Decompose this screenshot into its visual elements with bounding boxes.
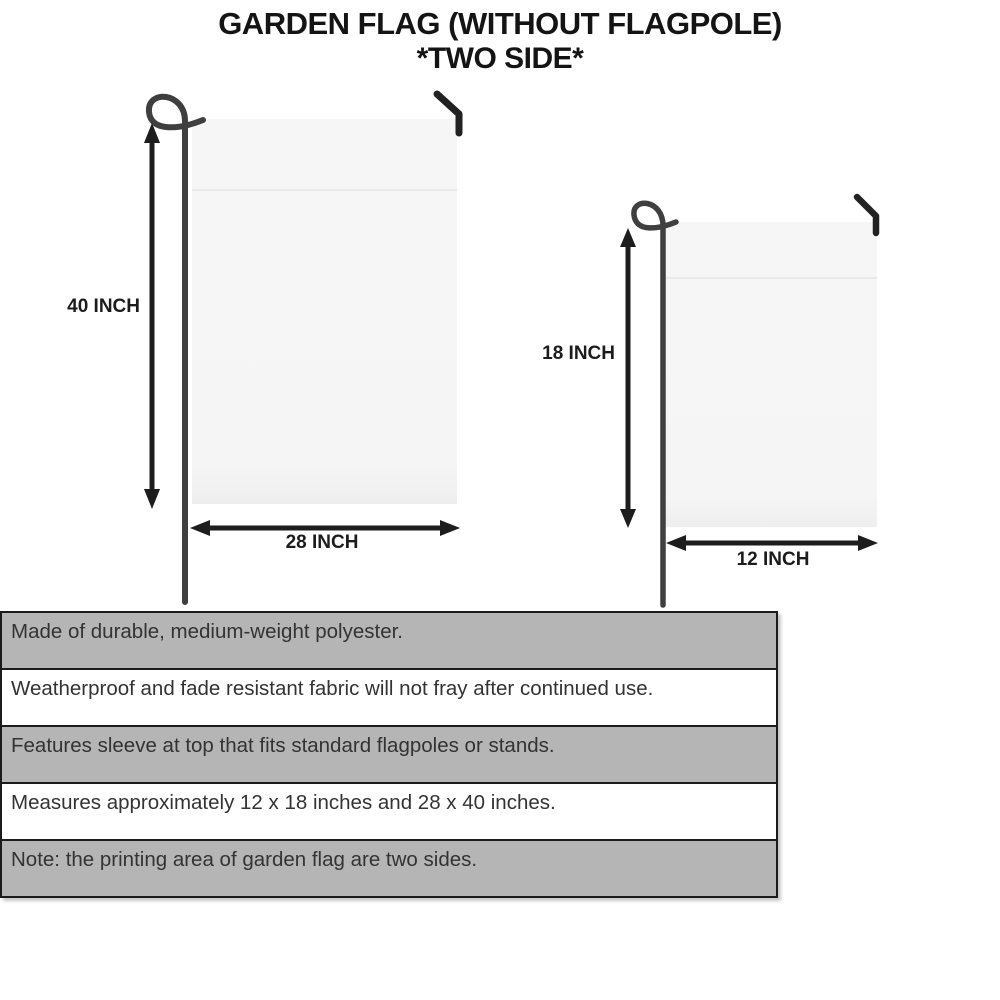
large-flag-width-label: 28 INCH <box>285 532 359 553</box>
feature-row-measures: Measures approximately 12 x 18 inches and 28 x 40 inches. <box>2 784 776 841</box>
small-flag-height-label: 18 INCH <box>542 343 615 364</box>
small-flag-fabric <box>665 222 877 527</box>
small-flag-width-label: 12 INCH <box>736 549 810 570</box>
features-panel <box>0 611 778 898</box>
large-flag-fabric <box>192 119 457 504</box>
feature-row-weatherproof: Weatherproof and fade resistant fabric will not fray after continued use. <box>2 670 776 727</box>
feature-row-note: Note: the printing area of garden flag are two sides. <box>2 841 776 896</box>
small-flag-height-arrow <box>620 228 636 528</box>
large-flag-height-arrow <box>144 123 160 509</box>
title-line-1: GARDEN FLAG (WITHOUT FLAGPOLE) <box>218 6 782 41</box>
title-line-2: *TWO SIDE* <box>416 41 584 75</box>
large-flag-height-label: 40 INCH <box>67 296 140 317</box>
feature-row-sleeve: Features sleeve at top that fits standard flagpoles or stands. <box>2 727 776 784</box>
feature-row-material: Made of durable, medium-weight polyester. <box>2 613 776 670</box>
small-flag-group <box>620 197 878 605</box>
large-flag-group <box>144 94 460 602</box>
